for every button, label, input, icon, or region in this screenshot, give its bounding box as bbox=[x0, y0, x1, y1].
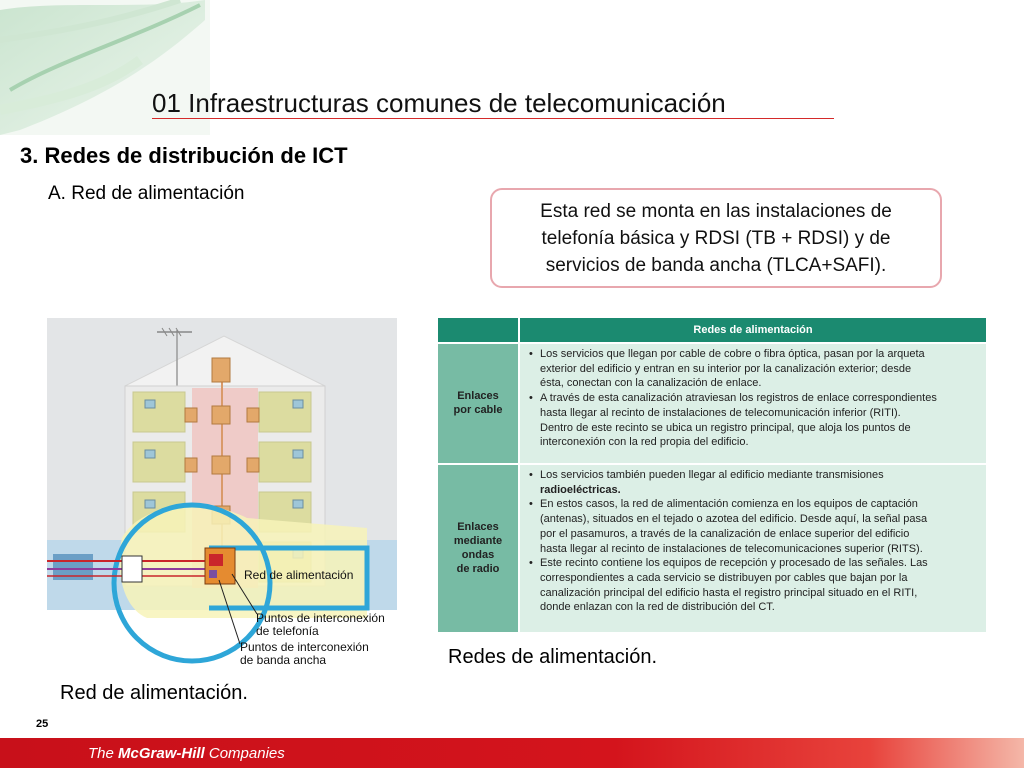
feed-network-table bbox=[438, 318, 986, 632]
row-header-line: Enlaces bbox=[457, 390, 499, 403]
figure-label-telephony-line: Puntos de interconexión bbox=[256, 611, 385, 625]
bullet-line: • En estos casos, la red de alimentación comienza en los equipos de captación bbox=[540, 498, 918, 511]
bullet-line: interconexión con la red propia del edificio. bbox=[540, 436, 749, 449]
row-body-cable bbox=[519, 343, 986, 464]
bullet-line: • Los servicios también pueden llegar al edificio mediante transmisiones bbox=[540, 468, 884, 481]
bullet-line: exterior del edificio y entran en su interior por la canalización exterior; desde bbox=[540, 362, 912, 375]
section-heading: 3. Redes de distribución de ICT bbox=[20, 143, 348, 168]
row-header-radio bbox=[438, 464, 519, 632]
bullet-line: donde enlazan con la red de distribución del CT. bbox=[540, 601, 775, 614]
brand-prefix: The bbox=[88, 745, 119, 762]
table-header-blank bbox=[438, 318, 519, 343]
list-item bbox=[540, 497, 978, 556]
table-header-row bbox=[438, 318, 986, 343]
slide-title: 01 Infraestructuras comunes de telecomunicación bbox=[152, 88, 726, 118]
bullet-line: hasta llegar al recinto de instalaciones de telecomunicación inferior (RITI). bbox=[540, 406, 901, 419]
row-header-cable bbox=[438, 343, 519, 464]
bullet-line: canalización principal del edificio hasta el registro principal situado en el RITI, bbox=[540, 586, 918, 599]
figure-label-feed-network: Red de alimentación bbox=[244, 568, 354, 582]
row-body-radio bbox=[519, 464, 986, 632]
figure-label-telephony-points bbox=[256, 612, 385, 638]
row-header-line: de radio bbox=[456, 563, 500, 576]
row-header-line: mediante bbox=[453, 535, 503, 548]
brand-suffix: Companies bbox=[204, 745, 285, 762]
table-row bbox=[438, 464, 986, 632]
footer-brand bbox=[88, 745, 285, 762]
figure-caption: Red de alimentación. bbox=[60, 682, 248, 704]
list-item bbox=[540, 391, 978, 450]
list-item bbox=[540, 468, 978, 497]
figure-label-broadband-line: Puntos de interconexión bbox=[240, 640, 369, 654]
bullet-line: • Los servicios que llegan por cable de cobre o fibra óptica, pasan por la arqueta bbox=[540, 348, 925, 360]
callout-box bbox=[490, 188, 942, 288]
bullet-line: hasta llegar al recinto de instalaciones de telecomunicaciones superior (RITS). bbox=[540, 542, 923, 555]
figure-label-telephony-line: de telefonía bbox=[256, 624, 319, 638]
bullet-line: • A través de esta canalización atraviesan los registros de enlace correspondientes bbox=[540, 392, 937, 405]
table-row bbox=[438, 343, 986, 464]
figure-label-broadband-line: de banda ancha bbox=[240, 653, 327, 667]
row-header-line: Enlaces bbox=[457, 521, 499, 534]
list-item bbox=[540, 556, 978, 615]
callout-text: Esta red se monta en las instalaciones de telefonía básica y RDSI (TB + RDSI) y de servicios de banda ancha (TLCA+SAFI). bbox=[540, 200, 892, 276]
bullet-line: Dentro de este recinto se ubica un registro principal, que aloja los puntos de bbox=[540, 421, 911, 434]
list-item bbox=[540, 347, 978, 391]
row-header-line: ondas bbox=[461, 549, 495, 562]
title-underline bbox=[152, 118, 834, 119]
bullet-line: radioeléctricas. bbox=[540, 483, 621, 496]
row-header-line: por cable bbox=[453, 404, 503, 417]
bullet-line: ésta, conectan con la canalización de enlace. bbox=[540, 377, 762, 390]
brand-name: McGraw-Hill bbox=[118, 745, 205, 762]
bullet-line: (antenas), situados en el tejado o azotea del edificio. Desde aquí, la señal pasa bbox=[540, 513, 928, 526]
bullet-line: • Este recinto contiene los equipos de recepción y procesado de las señales. Las bbox=[540, 557, 928, 570]
bullet-line: por el pasamuros, a través de la canalización de enlace superior del edificio bbox=[540, 527, 910, 540]
page-number: 25 bbox=[36, 718, 49, 730]
bullet-line: correspondientes a cada servicio se distribuyen por cables que bajan por la bbox=[540, 571, 908, 584]
table-caption: Redes de alimentación. bbox=[448, 646, 658, 668]
subsection-heading: A. Red de alimentación bbox=[48, 183, 245, 204]
figure-label-broadband-points bbox=[240, 641, 369, 667]
table-title: Redes de alimentación bbox=[519, 318, 986, 343]
